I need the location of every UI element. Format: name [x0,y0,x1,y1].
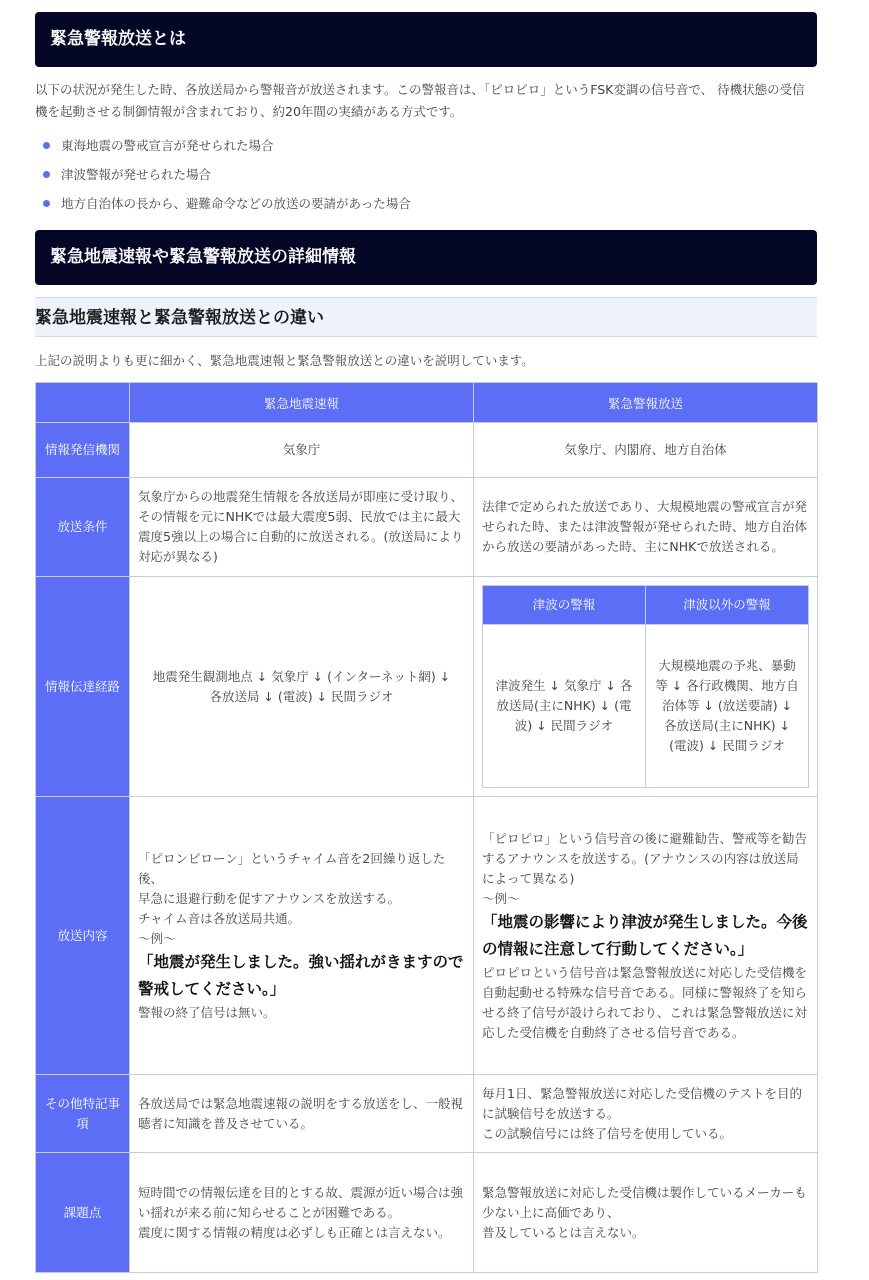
column-header-quake: 緊急地震速報 [130,383,474,423]
list-item: 津波警報が発せられた場合 [35,160,817,189]
section-heading-emergency-broadcast: 緊急警報放送とは [35,12,817,67]
row-label: 情報発信機関 [36,423,130,478]
row-label: その他特記事項 [36,1075,130,1153]
alert-example-quote: 「地震の影響により津波が発生しました。今後の情報に注意して行動してください。」 [482,912,808,958]
alert-end-note: ピロピロという信号音は緊急警報放送に対応した受信機を自動起動せる特殊な信号音である。同様に警報終了を知らせる終了信号が設けられており、これは緊急警報放送に対応した受信機を自動終了させる信号音である。 [482,964,808,1040]
cell-alert-other [474,1075,818,1153]
cell-quake-agency: 気象庁 [130,423,474,478]
article [35,12,817,1273]
alert-issue-text-2: 普及しているとは言えない。 [482,1224,645,1240]
row-label: 情報伝達経路 [36,577,130,797]
corner-cell [36,383,130,423]
row-label: 課題点 [36,1153,130,1273]
subsection-heading-difference: 緊急地震速報と緊急警報放送との違い [35,297,817,337]
route-subtable [482,585,809,788]
row-label: 放送内容 [36,797,130,1075]
list-item: 地方自治体の長から、避難命令などの放送の要請があった場合 [35,189,817,218]
comparison-table [35,382,818,1273]
alert-content-text-1: 「ピロピロ」という信号音の後に避難勧告、警戒等を勧告するアナウンスを放送する。(アナウンスの内容は放送局によって異なる) [482,830,808,886]
cell-alert-route [474,577,818,797]
cell-quake-issues [130,1153,474,1273]
table-row [36,797,818,1075]
section-heading-details: 緊急地震速報や緊急警報放送の詳細情報 [35,230,817,285]
intro-paragraph: 以下の状況が発生した時、各放送局から警報音が放送されます。この警報音は、「ピロピロ」というFSK変調の信号音で、 待機状態の受信機を起動させる制御情報が含まれており、約20年間の実績がある方式です。 [35,82,805,119]
cell-quake-route: 地震発生観測地点 ↓ 気象庁 ↓ (インターネット網) ↓ 各放送局 ↓ (電波) ↓ 民間ラジオ [130,577,474,797]
table-row [36,1153,818,1273]
quake-content-text-2: 早急に退避行動を促すアナウンスを放送する。 [138,890,401,906]
table-row [36,577,818,797]
table-header-row [36,383,818,423]
cell-alert-issues [474,1153,818,1273]
quake-issue-text-1: 短時間での情報伝達を目的とする故、震源が近い場合は強い揺れが来る前に知らせることが困難である。 [138,1184,464,1220]
column-header-alert: 緊急警報放送 [474,383,818,423]
list-item: 東海地震の警戒宣言が発せられた場合 [35,131,817,160]
cell-quake-content [130,797,474,1075]
cell-alert-agency: 気象庁、内閣府、地方自治体 [474,423,818,478]
table-row [36,1075,818,1153]
alert-issue-text-1: 緊急警報放送に対応した受信機は製作しているメーカーも少ない上に高価であり、 [482,1184,807,1220]
condition-list [35,131,817,218]
cell-tsunami-route: 津波発生 ↓ 気象庁 ↓ 各放送局(主にNHK) ↓ (電波) ↓ 民間ラジオ [483,625,646,788]
quake-example-label: ～例～ [138,930,176,946]
cell-alert-condition: 法律で定められた放送であり、大規模地震の警戒宣言が発せられた時、または津波警報が発せられた時、地方自治体から放送の要請があった時、主にNHKで放送される。 [474,478,818,577]
subheader-tsunami: 津波の警報 [483,586,646,625]
row-label: 放送条件 [36,478,130,577]
table-row [36,423,818,478]
alert-other-text-2: この試験信号には終了信号を使用している。 [482,1125,733,1141]
alert-other-text-1: 毎月1日、緊急警報放送に対応した受信機のテストを目的に試験信号を放送する。 [482,1085,802,1121]
subheader-other: 津波以外の警報 [646,586,809,625]
quake-issue-text-2: 震度に関する情報の精度は必ずしも正確とは言えない。 [138,1224,451,1240]
cell-other-route: 大規模地震の予兆、暴動等 ↓ 各行政機関、地方自治体等 ↓ (放送要請) ↓ 各放送局(主にNHK) ↓ (電波) ↓ 民間ラジオ [646,625,809,788]
cell-quake-other: 各放送局では緊急地震速報の説明をする放送をし、一般視聴者に知識を普及させている。 [130,1075,474,1153]
table-row [36,478,818,577]
quake-content-text-3: チャイム音は各放送局共通。 [138,910,301,926]
quake-example-quote: 「地震が発生しました。強い揺れがきますので警戒してください。」 [138,952,464,998]
cell-alert-content [474,797,818,1075]
quake-content-text-1: 「ピロンピローン」というチャイム音を2回繰り返した後、 [138,850,446,886]
cell-quake-condition: 気象庁からの地震発生情報を各放送局が即座に受け取り、その情報を元にNHKでは最大震度5弱、民放では主に最大震度5強以上の場合に自動的に放送される。(放送局により対応が異なる) [130,478,474,577]
quake-end-note: 警報の終了信号は無い。 [138,1004,276,1020]
subsection-description: 上記の説明よりも更に細かく、緊急地震速報と緊急警報放送との違いを説明しています。 [35,353,534,368]
alert-example-label: ～例～ [482,890,520,906]
